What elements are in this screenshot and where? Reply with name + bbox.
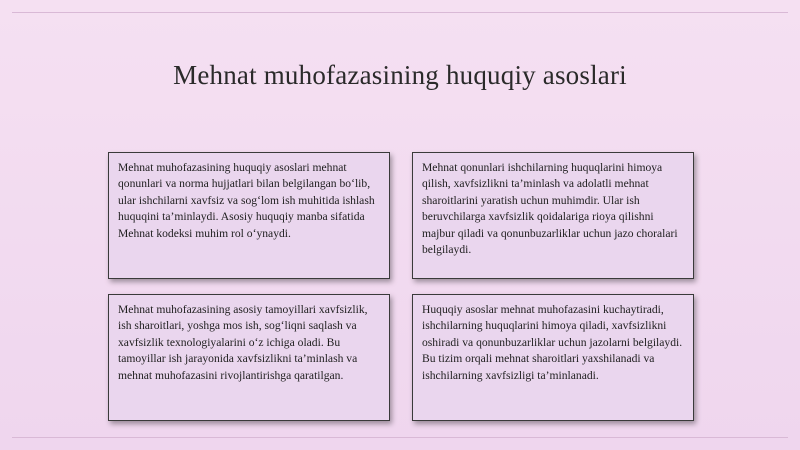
text-card-4: Huquqiy asoslar mehnat muhofazasini kuchaytiradi, ishchilarning huquqlarini himoya qiladi, xavfsizlikni oshiradi va qonunbuzarliklar uchun jazolarni belgilaydi. Bu tizim orqali mehnat sharoitlari yaxshilanadi va ishchilarning xavfsizligi ta’minlanadi. <box>412 294 694 421</box>
frame-top-line <box>12 12 788 13</box>
text-card-1: Mehnat muhofazasining huquqiy asoslari mehnat qonunlari va norma hujjatlari bilan belgilangan bo‘lib, ular ishchilarni xavfsiz va sog‘lom ish muhitida ishlash huquqini ta’minlaydi. Asosiy huquqiy manba sifatida Mehnat kodeksi muhim rol o‘ynaydi. <box>108 152 390 279</box>
text-card-2: Mehnat qonunlari ishchilarning huquqlarini himoya qilish, xavfsizlikni ta’minlash va adolatli mehnat sharoitlarini yaratish uchun muhimdir. Ular ish beruvchilarga xavfsizlik qoidalariga rioya qilishni majbur qiladi va qonunbuzarliklar uchun jazo choralari belgilaydi. <box>412 152 694 279</box>
text-card-3: Mehnat muhofazasining asosiy tamoyillari xavfsizlik, ish sharoitlari, yoshga mos ish, sog‘liqni saqlash va xavfsizlik texnologiyalarini o‘z ichiga oladi. Bu tamoyillar ish jarayonida xavfsizlikni ta’minlash va mehnat muhofazasini rivojlantirishga qaratilgan. <box>108 294 390 421</box>
slide-title: Mehnat muhofazasining huquqiy asoslari <box>173 60 627 90</box>
frame-bottom-line <box>12 437 788 438</box>
